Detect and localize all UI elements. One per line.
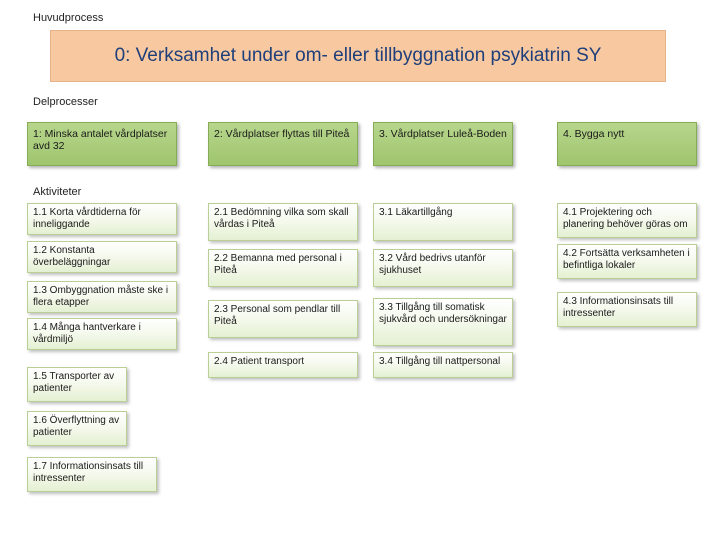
activity-1-5: 1.5 Transporter av patienter	[27, 367, 127, 402]
activity-1-6: 1.6 Överflyttning av patienter	[27, 411, 127, 446]
delprocess-1: 1: Minska antalet vårdplatser avd 32	[27, 122, 177, 166]
main-process-title	[50, 30, 666, 82]
activity-4-3: 4.3 Informationsinsats till intressenter	[557, 292, 697, 327]
activity-3-1: 3.1 Läkartillgång	[373, 203, 513, 241]
activity-1-4: 1.4 Många hantverkare i vårdmiljö	[27, 318, 177, 350]
activity-2-3: 2.3 Personal som pendlar till Piteå	[208, 300, 358, 338]
activity-1-1: 1.1 Korta vårdtiderna för inneliggande	[27, 203, 177, 235]
activity-1-7: 1.7 Informationsinsats till intressenter	[27, 457, 157, 492]
activity-4-1: 4.1 Projektering och planering behöver göras om	[557, 203, 697, 238]
activity-2-1: 2.1 Bedömning vilka som skall vårdas i Piteå	[208, 203, 358, 241]
main-process-title-text: 0: Verksamhet under om- eller tillbyggnation psykiatrin SY	[114, 45, 602, 66]
delprocess-3: 3. Vårdplatser Luleå-Boden	[373, 122, 513, 166]
delprocess-4: 4. Bygga nytt	[557, 122, 697, 166]
delprocesser-label: Delprocesser	[33, 96, 98, 108]
activity-1-2: 1.2 Konstanta överbeläggningar	[27, 241, 177, 273]
activity-3-4: 3.4 Tillgång till nattpersonal	[373, 352, 513, 378]
activity-2-2: 2.2 Bemanna med personal i Piteå	[208, 249, 358, 287]
activity-2-4: 2.4 Patient transport	[208, 352, 358, 378]
activity-1-3: 1.3 Ombyggnation måste ske i flera etapper	[27, 281, 177, 313]
aktiviteter-label: Aktiviteter	[33, 186, 82, 198]
activity-3-2: 3.2 Vård bedrivs utanför sjukhuset	[373, 249, 513, 287]
activity-4-2: 4.2 Fortsätta verksamheten i befintliga lokaler	[557, 244, 697, 279]
huvudprocess-label: Huvudprocess	[33, 12, 104, 24]
activity-3-3: 3.3 Tillgång till somatisk sjukvård och undersökningar	[373, 298, 513, 346]
delprocess-2: 2: Vårdplatser flyttas till Piteå	[208, 122, 358, 166]
